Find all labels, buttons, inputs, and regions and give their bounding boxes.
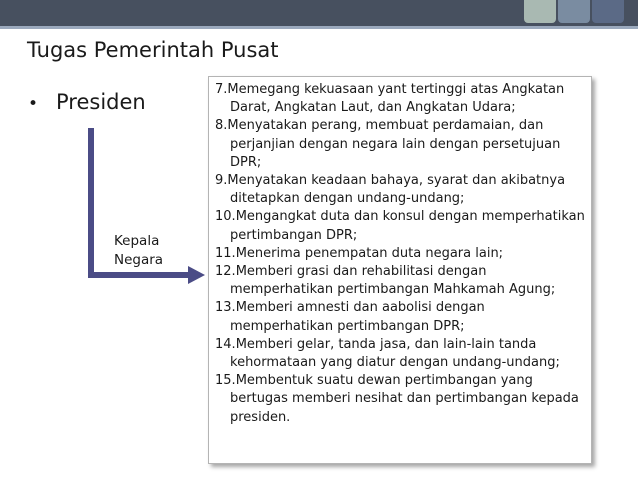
duties-textbox (208, 76, 592, 464)
duty-number: 7. (215, 82, 228, 97)
duty-text: Membentuk suatu dewan pertimbangan yang bertugas memberi nesihat dan pertimbangan kepada presiden. (230, 373, 579, 425)
bullet-icon: • (28, 94, 39, 114)
duty-text: Memberi amnesti dan aabolisi dengan memperhatikan pertimbangan DPR; (230, 300, 485, 334)
duties-list (215, 81, 587, 427)
duty-text: Menyatakan keadaan bahaya, syarat dan akibatnya ditetapkan dengan undang-undang; (227, 173, 566, 207)
side-label-line: Kepala (114, 233, 160, 249)
duty-item (215, 245, 587, 263)
duty-text: Memberi grasi dan rehabilitasi dengan memperhatikan pertimbangan Mahkamah Agung; (230, 264, 556, 298)
kepala-negara-label (114, 232, 163, 270)
duty-number: 8. (215, 118, 228, 134)
duty-item (215, 117, 587, 172)
duty-text: Memberi gelar, tanda jasa, dan lain-lain tanda kehormataan yang diatur dengan undang-undang; (230, 336, 560, 371)
duty-item (215, 372, 587, 427)
slide-title: Tugas Pemerintah Pusat (27, 38, 279, 62)
duty-item (215, 172, 587, 208)
duty-text: Menerima penempatan duta negara lain; (235, 245, 504, 261)
duty-number: 14. (215, 336, 236, 352)
arrow-head-icon (188, 266, 205, 284)
bullet-text: Presiden (56, 90, 146, 114)
duty-number: 10. (215, 209, 236, 225)
duty-item (215, 299, 587, 335)
duty-number: 15. (215, 373, 236, 389)
duty-text: Memegang kekuasaan yant tertinggi atas Angkatan Darat, Angkatan Laut, dan Angkatan Udara; (227, 82, 565, 116)
duty-item (215, 263, 587, 299)
duty-item (215, 208, 587, 244)
duty-item (215, 81, 587, 117)
duty-text: Menyatakan perang, membuat perdamaian, dan perjanjian dengan negara lain dengan persetujuan DPR; (227, 118, 561, 170)
duty-text: Mengangkat duta dan konsul dengan memperhatikan pertimbangan DPR; (230, 209, 585, 243)
side-label-line: Negara (114, 252, 164, 268)
duty-number: 13. (215, 300, 236, 316)
duty-number: 12. (215, 264, 236, 280)
duty-number: 11. (215, 245, 236, 261)
duty-item (215, 336, 587, 372)
duty-number: 9. (215, 173, 228, 189)
